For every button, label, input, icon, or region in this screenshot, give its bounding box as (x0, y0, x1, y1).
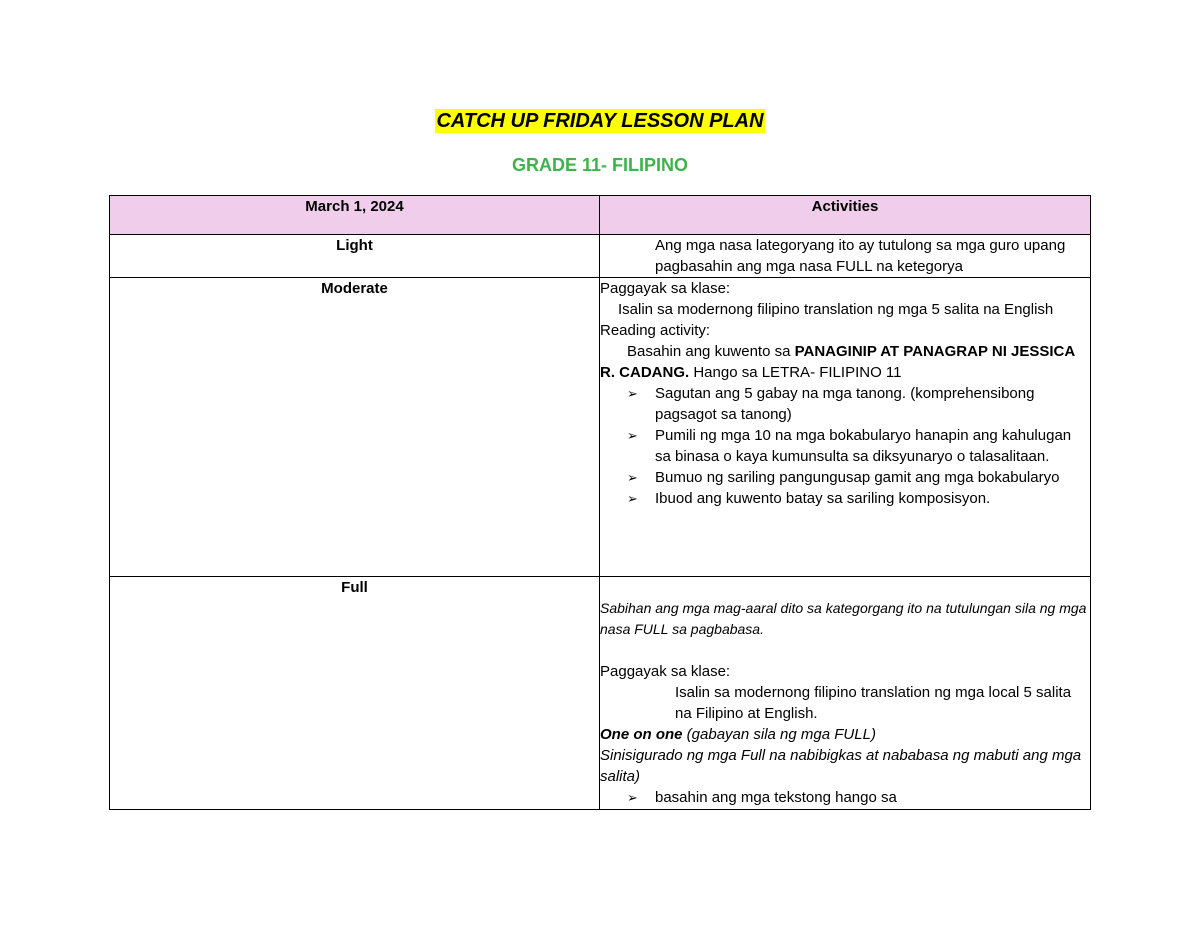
arrow-bullet-icon: ➢ (627, 428, 638, 443)
one-on-one-label: One on one (600, 726, 683, 743)
moderate-activities (600, 278, 1091, 577)
moderate-bullet-list (600, 383, 1090, 509)
bullet-text: Pumili ng mga 10 na mga bokabularyo hanapin ang kahulugan sa binasa o kaya kumunsulta sa diksyunaryo o talasalitaan. (655, 427, 1072, 465)
spacer (600, 577, 1090, 598)
header-date: March 1, 2024 (110, 196, 600, 235)
full-paggayak-label: Paggayak sa klase: (600, 663, 731, 680)
light-text: Ang mga nasa lategoryang ito ay tutulong sa mga guro upang pagbasahin ang mga nasa FULL na ketegorya (655, 237, 1066, 275)
table-header-row (110, 196, 1091, 235)
document-subtitle: GRADE 11- FILIPINO (511, 155, 689, 175)
reading-post: Hango sa LETRA- FILIPINO 11 (689, 364, 902, 381)
bullet-text: Bumuo ng sariling pangungusap gamit ang mga bokabularyo (655, 469, 1060, 486)
header-activities: Activities (600, 196, 1091, 235)
full-bullet-list (600, 787, 1090, 808)
full-sinisigurado: Sinisigurado ng mga Full na nabibigkas at nababasa ng mabuti ang mga salita) (600, 747, 1082, 785)
bullet-text: Ibuod ang kuwento batay sa sariling komposisyon. (655, 490, 991, 507)
moderate-paggayak-label: Paggayak sa klase: (600, 280, 731, 297)
list-item (600, 467, 1090, 488)
full-paggayak-text: Isalin sa modernong filipino translation ng mga local 5 salita na Filipino at English. (675, 684, 1072, 722)
arrow-bullet-icon: ➢ (627, 386, 638, 401)
level-light: Light (110, 235, 600, 278)
title-wrap (0, 109, 1200, 133)
full-intro: Sabihan ang mga mag-aaral dito sa kategorgang ito na tutulungan sila ng mga nasa FULL sa pagbabasa. (600, 600, 1087, 637)
subtitle-wrap (0, 154, 1200, 176)
level-moderate: Moderate (110, 278, 600, 577)
list-item (600, 383, 1090, 425)
moderate-reading-text (600, 341, 1090, 383)
table-row-light (110, 235, 1091, 278)
light-activities (600, 235, 1091, 278)
moderate-paggayak-text-content: Isalin sa modernong filipino translation ng mga 5 salita na English (618, 301, 1054, 318)
lesson-plan-table (109, 195, 1091, 810)
document-title: CATCH UP FRIDAY LESSON PLAN (436, 110, 764, 132)
table-row-full (110, 577, 1091, 810)
arrow-bullet-icon: ➢ (627, 491, 638, 506)
list-item (600, 425, 1090, 467)
full-activities (600, 577, 1091, 810)
moderate-reading-label: Reading activity: (600, 322, 711, 339)
one-on-one-rest: (gabayan sila ng mga FULL) (682, 726, 876, 743)
reading-story-title: PANAGINIP AT PANAGRAP NI JESSICA R. CADANG. (600, 343, 1075, 381)
spacer (600, 640, 1090, 661)
table-row-moderate (110, 278, 1091, 577)
moderate-paggayak-text (600, 299, 1090, 320)
bullet-text: basahin ang mga tekstong hango sa (655, 789, 897, 806)
list-item (600, 787, 1090, 808)
list-item (600, 488, 1090, 509)
reading-pre: Basahin ang kuwento sa (627, 343, 795, 360)
full-one-on-one (600, 724, 1090, 745)
bullet-text: Sagutan ang 5 gabay na mga tanong. (komprehensibong pagsagot sa tanong) (655, 385, 1035, 423)
level-full: Full (110, 577, 600, 810)
arrow-bullet-icon: ➢ (627, 790, 638, 805)
arrow-bullet-icon: ➢ (627, 470, 638, 485)
